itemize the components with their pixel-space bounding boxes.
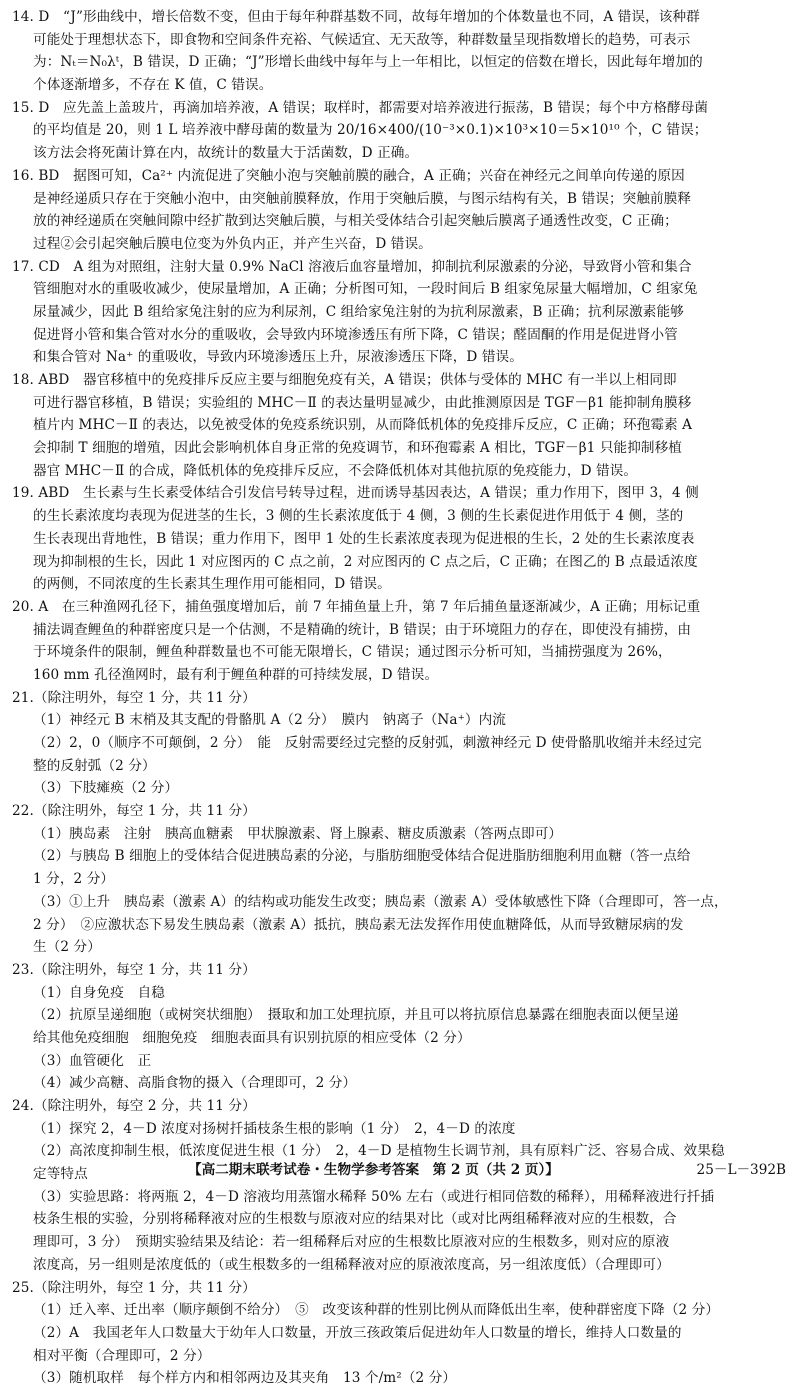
- answer-text-line: 的生长素浓度均表现为促进茎的生长，3 侧的生长素浓度低于 4 侧，3 侧的生长素促进作用低于 4 侧，茎的: [33, 508, 684, 525]
- answer-key-page: [12, 6, 788, 1390]
- answer-text-line: （3）下肢瘫痪（2 分）: [33, 780, 179, 797]
- answer-15: [12, 97, 788, 165]
- answer-text-line: （1）胰岛素 注射 胰高血糖素 甲状腺激素、肾上腺素、糖皮质激素（答两点即可）: [33, 825, 563, 842]
- answer-heading-line: 14. D “J”形曲线中，增长倍数不变，但由于每年种群基数不同，故每年增加的个体数量也不同，A 错误，该种群: [12, 9, 700, 25]
- answer-text-line: （1）神经元 B 末梢及其支配的骨骼肌 A（2 分） 膜内 钠离子（Na⁺）内流: [33, 712, 506, 729]
- page-footer: [0, 1158, 800, 1180]
- answer-heading-line: 17. CD A 组为对照组，注射大量 0.9% NaCl 溶液后血容量增加，抑制抗利尿激素的分泌，导致肾小管和集合: [12, 258, 692, 275]
- answer-text-line: 可进行器官移植，B 错误；实验组的 MHC－Ⅱ 的表达量明显减少，由此推测原因是 TGF－β1 能抑制角膜移: [33, 394, 692, 411]
- answer-heading-line: 25.（除注明外，每空 1 分，共 11 分）: [12, 1279, 256, 1296]
- answer-23: [12, 959, 788, 1095]
- answer-text-line: （1）探究 2，4－D 浓度对扬树扦插枝条生根的影响（1 分） 2，4－D 的浓度: [33, 1120, 516, 1137]
- answer-25: [12, 1277, 788, 1390]
- answer-18: [12, 369, 788, 482]
- answer-text-line: 器官 MHC－Ⅱ 的合成，降低机体的免疫排斥反应，不会降低机体对其他抗原的免疫能力，D 错误。: [33, 462, 638, 479]
- answer-text-line: （4）减少高糖、高脂食物的摄入（合理即可，2 分）: [33, 1075, 357, 1092]
- answer-text-line: 的两侧，不同浓度的生长素其生理作用可能相同，D 错误。: [33, 576, 391, 593]
- answer-text-line: 给其他免疫细胞 细胞免疫 细胞表面具有识别抗原的相应受体（2 分）: [33, 1029, 471, 1046]
- answer-heading-line: 23.（除注明外，每空 1 分，共 11 分）: [12, 961, 256, 978]
- answer-text-line: （3）实验思路：将两瓶 2，4－D 溶液均用蒸馏水稀释 50% 左右（或进行相同倍数的稀释），用稀释液进行扦插: [33, 1188, 715, 1205]
- answer-20: [12, 596, 788, 687]
- answer-text-line: （2）2，0（顺序不可颠倒，2 分） 能 反射需要经过完整的反射弧，刺激神经元 D 使骨骼肌收缩并未经过完: [33, 735, 702, 751]
- answer-text-line: （3）血管硬化 正: [33, 1052, 152, 1069]
- answer-22: [12, 800, 788, 959]
- answer-heading-line: 22.（除注明外，每空 1 分，共 11 分）: [12, 803, 256, 820]
- answer-text-line: 生长表现出背地性，B 错误；重力作用下，图甲 1 处的生长素浓度表现为促进根的生长，2 处的生长素浓度表: [33, 530, 695, 547]
- answer-heading-line: 15. D 应先盖上盖玻片，再滴加培养液，A 错误；取样时，都需要对培养液进行振荡，B 错误；每个中方格酵母菌: [12, 99, 709, 116]
- answer-14: [12, 6, 788, 97]
- answer-heading-line: 18. ABD 器官移植中的免疫排斥反应主要与细胞免疫有关，A 错误；供体与受体的 MHC 有一半以上相同即: [12, 372, 677, 388]
- answer-text-line: （1）迁入率、迁出率（顺序颠倒不给分） ⑤ 改变该种群的性别比例从而降低出生率，使种群密度下降（2 分）: [33, 1302, 720, 1319]
- answer-text-line: 理即可，3 分） 预期实验结果及结论：若一组稀释后对应的生根数比原液对应的生根数多，则对应的原液: [33, 1234, 670, 1251]
- answer-text-line: 会抑制 T 细胞的增殖，因此会影响机体自身正常的免疫调节，和环孢霉素 A 相比，TGF－β1 只能抑制移植: [33, 440, 682, 457]
- answer-text-line: （3）①上升 胰岛素（激素 A）的结构或功能发生改变；胰岛素（激素 A）受体敏感性下降（合理即可，答一点，: [33, 893, 728, 910]
- answer-text-line: 生（2 分）: [33, 939, 101, 956]
- answer-text-line: 促进肾小管和集合管对水分的重吸收，会导致内环境渗透压有所下降，C 错误；醛固酮的作用是促进肾小管: [33, 326, 678, 343]
- answer-text-line: 捕法调查鲤鱼的种群密度只是一个估测，不是精确的统计，B 错误；由于环境阻力的存在，即使没有捕捞，由: [33, 621, 692, 638]
- answer-heading-line: 20. A 在三种渔网孔径下，捕鱼强度增加后，前 7 年捕鱼量上升，第 7 年后捕鱼量逐渐减少，A 正确；用标记重: [12, 598, 701, 615]
- answer-text-line: 相对平衡（合理即可，2 分）: [33, 1347, 211, 1364]
- answer-heading-line: 19. ABD 生长素与生长素受体结合引发信号转导过程，进而诱导基因表达，A 错误；重力作用下，图甲 3，4 侧: [12, 485, 699, 502]
- answer-text-line: （2）与胰岛 B 细胞上的受体结合促进胰岛素的分泌，与脂肪细胞受体结合促进脂肪细胞利用血糖（答一点给: [33, 848, 691, 865]
- answer-text-line: 于环境条件的限制，鲤鱼种群数量也不可能无限增长，C 错误；通过图示分析可知，当捕捞强度为 26%，: [33, 644, 672, 661]
- answer-text-line: （2）A 我国老年人口数量大于幼年人口数量，开放三孩政策后促进幼年人口数量的增长，维持人口数量的: [33, 1324, 682, 1341]
- answer-heading-line: 21.（除注明外，每空 1 分，共 11 分）: [12, 689, 256, 706]
- answer-text-line: 整的反射弧（2 分）: [33, 757, 156, 774]
- answer-text-line: 2 分） ②应激状态下易发生胰岛素（激素 A）抵抗，胰岛素无法发挥作用使血糖降低，从而导致糖尿病的发: [33, 916, 684, 933]
- answer-text-line: 可能处于理想状态下，即食物和空间条件充裕、气候适宜、无天敌等，种群数量呈现指数增长的趋势，可表示: [33, 31, 691, 48]
- footer-title: 【高二期末联考试卷・生物学参考答案 第 2 页（共 2 页）】: [188, 1162, 559, 1178]
- answer-text-line: （1）自身免疫 自稳: [33, 984, 165, 1001]
- answer-text-line: 是神经递质只存在于突触小泡中，由突触前膜释放，作用于突触后膜，与图示结构有关，B 错误；突触前膜释: [33, 190, 692, 207]
- answer-text-line: 植片内 MHC－Ⅱ 的表达，以免被受体的免疫系统识别，从而降低机体的免疫排斥反应，C 正确；环孢霉素 A: [33, 417, 693, 434]
- answer-text-line: 1 分，2 分）: [33, 871, 115, 888]
- answer-text-line: （2）抗原呈递细胞（或树突状细胞） 摄取和加工处理抗原，并且可以将抗原信息暴露在细胞表面以便呈递: [33, 1007, 679, 1024]
- answer-16: [12, 165, 788, 256]
- answer-text-line: 放的神经递质在突触间隙中经扩散到达突触后膜，与相关受体结合引起突触后膜离子通透性改变，C 正确；: [33, 213, 678, 230]
- answer-text-line: （2）高浓度抑制生根，低浓度促进生根（1 分） 2，4－D 是植物生长调节剂，具有原料广泛、容易合成、效果稳: [33, 1143, 725, 1160]
- answer-heading-line: 24.（除注明外，每空 2 分，共 11 分）: [12, 1098, 256, 1114]
- answer-24: [12, 1095, 788, 1277]
- footer-code: 25－L－392B: [696, 1162, 786, 1178]
- answer-text-line: 为：Nₜ＝N₀λᵗ，B 错误，D 正确；“J”形增长曲线中每年与上一年相比，以恒定的倍数在增长，因此每年增加的: [33, 54, 703, 71]
- answer-text-line: 浓度高，另一组则是浓度低的（或生根数多的一组稀释液对应的原液浓度高，另一组浓度低）（合理即可）: [33, 1256, 670, 1273]
- answer-text-line: 枝条生根的实验，分别将稀释液对应的生根数与原液对应的结果对比（或对比两组稀释液对应的生根数，合: [33, 1211, 677, 1228]
- answer-text-line: 尿量减少，因此 B 组给家兔注射的应为利尿剂，C 组给家兔注射的为抗利尿激素，B 正确；抗利尿激素能够: [33, 303, 684, 320]
- answer-list: [12, 6, 788, 1390]
- answer-text-line: （3）随机取样 每个样方内和相邻两边及其夹角 13 个/m²（2 分）: [33, 1370, 457, 1387]
- answer-text-line: 过程②会引起突触后膜电位变为外负内正，并产生兴奋，D 错误。: [33, 235, 432, 252]
- answer-text-line: 管细胞对水的重吸收减少，使尿量增加，A 正确；分析图可知，一段时间后 B 组家兔尿量大幅增加，C 组家兔: [33, 281, 698, 298]
- answer-text-line: 定等特点: [33, 1166, 88, 1183]
- answer-text-line: 的平均值是 20，则 1 L 培养液中酵母菌的数量为 20/16×400/(10⁻³×0.1)×10³×10＝5×10¹⁰ 个，C 错误；: [33, 122, 708, 139]
- answer-17: [12, 256, 788, 369]
- answer-text-line: 该方法会将死菌计算在内，故统计的数量大于活菌数，D 正确。: [33, 145, 419, 162]
- answer-text-line: 个体逐渐增多，不存在 K 值，C 错误。: [33, 77, 273, 94]
- answer-text-line: 和集合管对 Na⁺ 的重吸收，导致内环境渗透压上升，尿液渗透压下降，D 错误。: [33, 349, 523, 366]
- answer-21: [12, 687, 788, 800]
- answer-19: [12, 482, 788, 595]
- answer-heading-line: 16. BD 据图可知，Ca²⁺ 内流促进了突触小泡与突触前膜的融合，A 正确；兴奋在神经元之间单向传递的原因: [12, 167, 685, 184]
- answer-text-line: 160 mm 孔径渔网时，最有利于鲤鱼种群的可持续发展，D 错误。: [33, 666, 439, 683]
- answer-text-line: 现为抑制根的生长，因此 1 对应图丙的 C 点之前，2 对应图丙的 C 点之后，C 正确；在图乙的 B 点最适浓度: [33, 553, 698, 570]
